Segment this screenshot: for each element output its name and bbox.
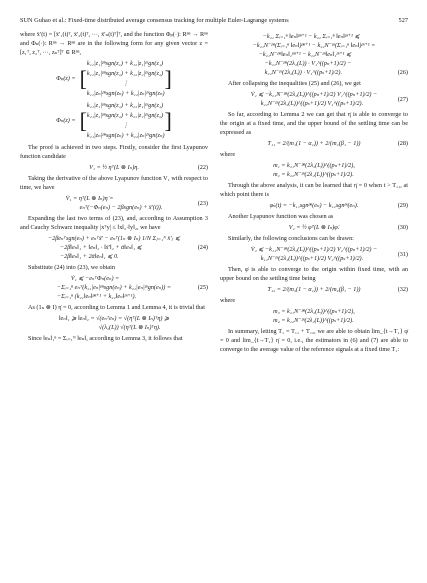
equation-line: −k₂₁ Σᵢ₌₁ⁿ ‖eₙ‖ᵖⁿ⁺¹ − k₂₂ Σᵢ₌₁ⁿ ‖eₙ‖ᵖˢ⁺¹ ⩽: [262, 33, 360, 40]
matrix-row: ⋮: [122, 80, 129, 87]
matrix-row: k₂₁|z₂|ᵖⁿsgn(z₂) + k₂₂|z₂|ᵖˢgn(z₂): [86, 112, 164, 119]
right-column: [220, 30, 408, 356]
equation-lhs: Φₙ(z) =: [56, 117, 76, 124]
equation-line: m₃ = k₁₁N⁻ᵖⁿ(2λ₂(L))^((pₙ+1)/2),: [273, 308, 355, 315]
equation-m3-m4: [220, 307, 408, 325]
matrix-row: k₂₁|zₙ|ᵖⁿsgn(zₙ) + k₂₂|zₙ|ᵖˢgn(zₙ): [86, 132, 165, 139]
paragraph: Then, φ̇ is able to converge to the origin within fixed time, with an upper bound on the settling time being: [220, 266, 408, 282]
equation-lines: [251, 90, 377, 108]
equation-line: −Σᵢ₌₁ⁿ eₙᵀ(k₂₁|eₙ|ᵖⁿsgn(eₙ) + k₂₂|eₙ|ᵖˢgn(eₙ)) =: [56, 284, 172, 291]
equation-lines: [273, 307, 355, 325]
matrix-row: k₂₁|z₁|ᵖⁿsgn(z₁) + k₂₂|z₁|ᵖˢgn(z₁): [86, 102, 164, 109]
equation-body: V₂ = ½ φ̇ᵀ(L ⊗ Iₙ)φ̇.: [288, 224, 340, 231]
equation-line: m₄ = k₁₂N⁻ᵖˢ(2λ₂(L))^((pₛ+1)/2).: [273, 317, 354, 324]
equation-line: −Σᵢ₌₁ⁿ (k₂₁‖eₙ‖ᵖⁿ⁺¹ + k₂₂‖eₙ‖ᵖˢ⁺¹).: [56, 293, 137, 300]
equation-body: φ̇ₙ(t) = −k₁₁sgnᵖⁿ(eₙ) − k₁₂sgnᵖˢ(eₙ).: [269, 202, 359, 209]
left-column: [20, 30, 208, 345]
equation-matrix: [87, 59, 165, 99]
paragraph: Since ‖eₙ‖₁ⁿ = Σᵢ₌₁ᴺ ‖eₙ‖, according to Lemma 3, it follows that: [28, 335, 183, 342]
matrix-row: k₁₁|z₁|ᵖⁿsgn(z₁) + k₁₂|z₁|ᵖˢgn(z₁): [86, 60, 164, 67]
equation-line: −k₂₁N⁻ᵖⁿ(Σᵢ₌₁ⁿ ‖eₙ‖)ᵖⁿ⁺¹ − k₂₂N⁻ᵖˢ(Σᵢ₌₁ⁿ ‖eₙ‖)ᵖˢ⁺¹ =: [252, 42, 376, 49]
equation-number: (24): [197, 244, 208, 251]
paragraph: Another Lyapunov function was chosen as: [228, 213, 334, 220]
running-header: [20, 14, 408, 26]
equation-line: V̇₂ ⩽ −k₁₁N⁻ᵖⁿ(2λ₂(L))^((pₙ+1)/2) V₂^((pₙ+1)/2) −: [250, 246, 378, 253]
page-number: 527: [398, 16, 408, 24]
equation-line: k₂₂N⁻ᵖˢ(2λ₂(L))^((pₛ+1)/2) V₁^((pₛ+1)/2).: [260, 100, 364, 107]
matrix-row: k₁₁|z₂|ᵖⁿsgn(z₂) + k₁₂|z₂|ᵖˢgn(z₂): [86, 70, 164, 77]
paragraph: where ẍ′(t) = [ẍ′₁(t)ᵀ, ẍ′₂(t)ᵀ, ···, ẍ′ₙ(t)ᵀ]ᵀ, and the function Φₚ(·): Rⁿⁿ → Rⁿⁿ and Φₙ(·): Rⁿⁿ → Rⁿⁿ are in the following form for any given vector z = [z₁ᵀ, z₂ᵀ, ···, zₙᵀ]ᵀ ∈ Rⁿⁿ,: [20, 31, 208, 56]
equation-number: (22): [197, 164, 208, 171]
equation-number: (25): [197, 284, 208, 291]
equation-line: −2β‖eₙ‖₁ + ‖eₙ‖₂ · ‖ẍ′‖₂ + ᾱ‖eₙ‖₁ ⩽: [59, 244, 142, 251]
equation-body: V₁ = ½ ηᵀ(L ⊗ Iₙ)η.: [89, 164, 139, 171]
equation-number: (28): [397, 140, 408, 147]
paragraph: Taking the derivative of the above Lyapunov function V₁ with respect to time, we have: [20, 175, 208, 191]
equation-30: [220, 223, 408, 232]
equation-31: [220, 245, 408, 263]
equation-line: −2βeₙᵀsgn(eₙ) + eₙᵀẍ′ − eₙᵀ(1ₙ ⊗ Iₙ) 1/N Σⱼ₌₁ᴺ ẍ′ⱼ ⩽: [47, 235, 181, 242]
paragraph: Expanding the last two terms of (23), and, according to Assumption 3 and Cauchy Schwarz inequality |xᵀy| ≤ ‖x‖₂·‖y‖₂, we have: [20, 215, 208, 231]
equation-number: (27): [397, 95, 408, 103]
paragraph: Through the above analysis, it can be learned that η̇ = 0 when t > T₁₁, at which point there is: [220, 182, 408, 198]
equation-22: [20, 163, 208, 172]
equation-line: k₁₂N⁻ᵖˢ(2λ₂(L))^((pₛ+1)/2) V₂^((pₛ+1)/2).: [260, 255, 364, 262]
equation-lines: [253, 32, 376, 77]
equation-24: [20, 234, 208, 261]
header-title: SUN Guhao et al.: Fixed-time distributed average consensus tracking for multiple Euler-Lagrange systems: [20, 16, 289, 24]
paragraph: Similarly, the following conclusions can be drawn:: [228, 235, 354, 242]
equation-number: (23): [197, 199, 208, 207]
equation-lines: [273, 161, 355, 179]
paragraph: As (1ₙ ⊗ I) η̇ = 0, according to Lemma 1 and Lemma 4, it is trivial that: [28, 304, 205, 311]
equation-phi-n: Φₙ(z) = [ k₂₁|z₁|ᵖⁿsgn(z₁) + k₂₂|z₁|ᵖˢgn(z₁) k₂₁|z₂|ᵖⁿsgn(z₂) + k₂₂|z₂|ᵖˢgn(z₂) ⋮ k₂₁|zₙ|ᵖⁿsgn(zₙ) + k₂₂|zₙ|ᵖˢgn(zₙ) ]: [56, 102, 172, 139]
equation-lines: [48, 234, 180, 261]
equation-25: [20, 274, 208, 301]
equation-27: [220, 90, 408, 108]
equation-phi-p: Φₚ(z) = [ k₁₁|z₁|ᵖⁿsgn(z₁) + k₁₂|z₁|ᵖˢgn(z₁) k₁₁|z₂|ᵖⁿsgn(z₂) + k₁₂|z₂|ᵖˢgn(z₂) ⋮ k₁₁|zₙ|ᵖⁿsgn(zₙ) + k₁₂|zₙ|ᵖˢgn(zₙ) ]: [56, 60, 172, 97]
equation-number: (30): [397, 224, 408, 231]
equation-line: V̇₁ = ηᵀ(L ⊗ Iₙ)η̇ =: [65, 195, 114, 202]
equation-29: [220, 201, 408, 210]
equation-number: (26): [397, 69, 408, 76]
paragraph: where: [220, 297, 236, 304]
equation-lhs: Φₚ(z) =: [56, 75, 76, 82]
equation-number: (31): [397, 250, 408, 258]
equation-line: V̇₁ ⩽ −eₙᵀΦₙ(eₙ) =: [70, 275, 120, 282]
equation-28: [220, 139, 408, 148]
equation-line: m₁ = k₂₁N⁻ᵖⁿ(2λ₂(L))^((pₙ+1)/2),: [273, 162, 355, 169]
equation-line: √(λ₂(L)) √(ηᵀ(L ⊗ Iₙ)ᵀη).: [98, 324, 161, 331]
equation-norm: [20, 314, 208, 332]
equation-line: m₂ = k₂₂N⁻ᵖˢ(2λ₂(L))^((pₛ+1)/2).: [273, 171, 354, 178]
equation-line: k₂₂N⁻ᵖˢ(2λ₂(L)) · V₁^((pₛ+1)/2).: [264, 69, 343, 76]
equation-line: V̇₁ ⩽ −k₂₁N⁻ᵖⁿ(2λ₂(L))^((pₙ+1)/2) V₁^((pₙ+1)/2) −: [250, 91, 378, 98]
equation-lines: [251, 245, 377, 263]
equation-body: T₁₁ = 2/(m₁(1 − α₁)) + 2/(m₂(β₁ − 1)): [267, 140, 361, 147]
paragraph: So far, according to Lemma 2 we can get that η̇ is able to converge to the origin at a fixed time, and the upper bound of the settling time can be expressed as: [220, 111, 408, 136]
equation-32: [220, 285, 408, 294]
equation-number: (29): [397, 202, 408, 209]
equation-line: −k₂₁N⁻ᵖⁿ(2λ₂(L)) · V₁^((pₙ+1)/2) −: [264, 60, 352, 67]
equation-matrix: [87, 101, 165, 141]
paragraph: The proof is achieved in two steps. Firstly, consider the first Lyapunov function candidate: [20, 144, 208, 160]
equation-number: (32): [397, 286, 408, 293]
paragraph: After collapsing the inequalities (25) and (26), we get: [228, 80, 361, 87]
equation-26: [220, 32, 408, 77]
paragraph: Substitute (24) into (23), we obtain: [28, 264, 115, 271]
matrix-row: k₁₁|zₙ|ᵖⁿsgn(zₙ) + k₁₂|zₙ|ᵖˢgn(zₙ): [86, 90, 165, 97]
matrix-row: ⋮: [122, 122, 129, 129]
equation-line: eₙᵀ(−Φₙ(eₙ) − 2βsgn(eₙ) + ẍ′(t)).: [79, 204, 163, 211]
equation-body: T₁₂ = 2/(m₃(1 − α₁)) + 2/(m₄(β₁ − 1)): [267, 286, 361, 293]
equation-line: −k₂₁N⁻ᵖⁿ‖eₙ‖₁ᵖⁿ⁺¹ − k₂₂N⁻ᵖˢ‖eₙ‖₁ᵖˢ⁺¹ ⩽: [258, 51, 352, 58]
paragraph: where: [220, 151, 236, 158]
paragraph: In summary, letting T₁ = T₁₁ + T₁₂, we are able to obtain lim_{t→T₁} φ̇ = 0 and lim_{t→T₁} η̇ = 0, i.e., the estimators in (6) and (7) are able to converge to the average value of the reference signals at a fixed time T₁:: [220, 328, 408, 353]
equation-23: [20, 194, 208, 212]
equation-lines: [57, 274, 171, 301]
equation-lines: [59, 314, 169, 332]
equation-m1-m2: [220, 161, 408, 179]
equation-lines: [66, 194, 163, 212]
equation-line: ‖eₙ‖₁ ⩾ ‖eₙ‖₂ = √(eₙᵀeₙ) = √(ηᵀ(L ⊗ Iₙ)ᵀη) ⩾: [58, 315, 170, 322]
equation-line: −2β‖eₙ‖₁ + 2ᾱ‖eₙ‖₁ ⩽ 0.: [59, 253, 119, 260]
